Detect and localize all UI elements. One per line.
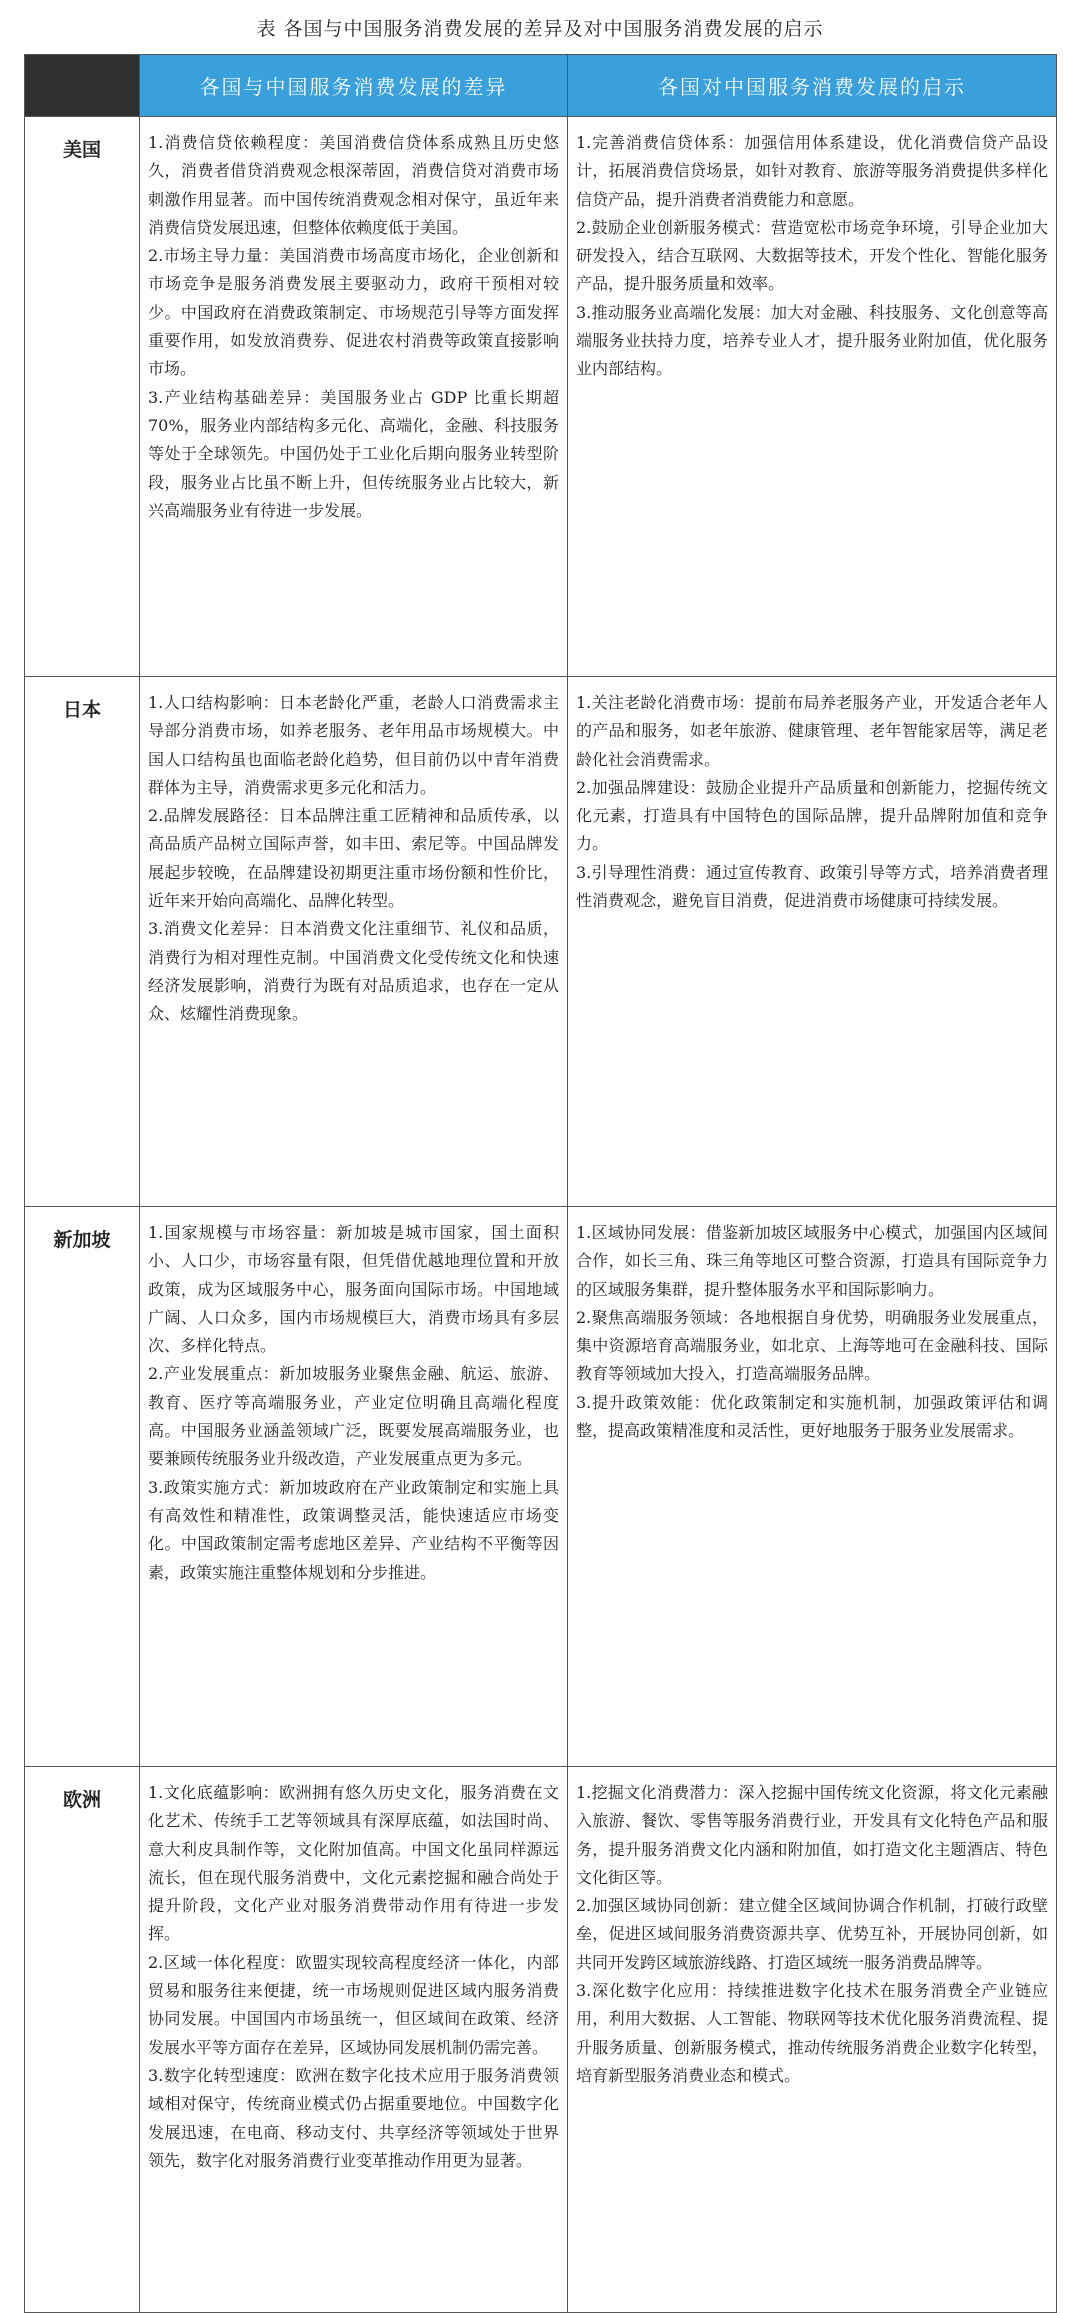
table-title: 表 各国与中国服务消费发展的差异及对中国服务消费发展的启示 (256, 18, 824, 40)
header-differences: 各国与中国服务消费发展的差异 (140, 55, 568, 117)
difference-item: 3.消费文化差异：日本消费文化注重细节、礼仪和品质，消费行为相对理性克制。中国消费文化受传统文化和快速经济发展影响，消费行为既有对品质追求，也存在一定从众、炫耀性消费现象。 (148, 919, 559, 1024)
insights-cell (568, 677, 1057, 1207)
insight-item: 1.完善消费信贷体系：加强信用体系建设，优化消费信贷产品设计，拓展消费信贷场景，如针对教育、旅游等服务消费提供多样化信贷产品，提升消费者消费能力和意愿。 (576, 133, 1048, 209)
insight-item: 3.提升政策效能：优化政策制定和实施机制，加强政策评估和调整，提高政策精准度和灵活性，更好地服务于服务业发展需求。 (576, 1392, 1048, 1441)
insights-cell (568, 1767, 1057, 2313)
table-row (25, 1767, 1057, 2313)
difference-item: 2.区域一体化程度：欧盟实现较高程度经济一体化，内部贸易和服务往来便捷，统一市场规则促进区域内服务消费协同发展。中国国内市场虽统一，但区域间在政策、经济发展水平等方面存在差异，区域协同发展机制仍需完善。 (148, 1952, 559, 2057)
differences-cell (140, 677, 568, 1207)
table-row (25, 117, 1057, 677)
differences-cell (140, 117, 568, 677)
country-cell: 欧洲 (25, 1767, 140, 2313)
insight-item: 3.推动服务业高端化发展：加大对金融、科技服务、文化创意等高端服务业扶持力度，培养专业人才，提升服务业附加值，优化服务业内部结构。 (576, 302, 1048, 379)
difference-item: 1.国家规模与市场容量：新加坡是城市国家，国土面积小、人口少，市场容量有限，但凭借优越地理位置和开放政策，成为区域服务中心，服务面向国际市场。中国地域广阔、人口众多，国内市场规模巨大，消费市场具有多层次、多样化特点。 (148, 1223, 559, 1356)
insights-cell (568, 117, 1057, 677)
insight-item: 3.引导理性消费：通过宣传教育、政策引导等方式，培养消费者理性消费观念，避免盲目消费，促进消费市场健康可持续发展。 (576, 862, 1048, 911)
header-insights: 各国对中国服务消费发展的启示 (568, 55, 1057, 117)
differences-cell (140, 1767, 568, 2313)
header-row (25, 55, 1057, 117)
differences-cell (140, 1207, 568, 1767)
table-row (25, 677, 1057, 1207)
difference-item: 3.产业结构基础差异：美国服务业占 GDP 比重长期超 70%，服务业内部结构多元化、高端化，金融、科技服务等处于全球领先。中国仍处于工业化后期向服务业转型阶段，服务业占比虽不断上升，但传统服务业占比较大，新兴高端服务业有待进一步发展。 (148, 387, 559, 520)
insight-item: 2.聚焦高端服务领域：各地根据自身优势，明确服务业发展重点，集中资源培育高端服务业，如北京、上海等地可在金融科技、国际教育等领域加大投入，打造高端服务品牌。 (576, 1307, 1048, 1384)
comparison-table (24, 54, 1057, 2313)
insight-item: 3.深化数字化应用：持续推进数字化技术在服务消费全产业链应用，利用大数据、人工智能、物联网等技术优化服务消费流程、提升服务质量、创新服务模式，推动传统服务消费企业数字化转型，培育新型服务消费业态和模式。 (576, 1981, 1048, 2085)
insight-item: 2.鼓励企业创新服务模式：营造宽松市场竞争环境，引导企业加大研发投入，结合互联网、大数据等技术，开发个性化、智能化服务产品，提升服务质量和效率。 (576, 217, 1048, 294)
difference-item: 1.文化底蕴影响：欧洲拥有悠久历史文化，服务消费在文化艺术、传统手工艺等领域具有深厚底蕴，如法国时尚、意大利皮具制作等，文化附加值高。中国文化虽同样源远流长，但在现代服务消费中，文化元素挖掘和融合尚处于提升阶段，文化产业对服务消费带动作用有待进一步发挥。 (148, 1783, 559, 1944)
insight-item: 1.关注老龄化消费市场：提前布局养老服务产业，开发适合老年人的产品和服务，如老年旅游、健康管理、老年智能家居等，满足老龄化社会消费需求。 (576, 693, 1048, 769)
country-cell: 新加坡 (25, 1207, 140, 1767)
insight-item: 2.加强品牌建设：鼓励企业提升产品质量和创新能力，挖掘传统文化元素，打造具有中国特色的国际品牌，提升品牌附加值和竞争力。 (576, 777, 1048, 854)
country-cell: 美国 (25, 117, 140, 677)
difference-item: 1.消费信贷依赖程度：美国消费信贷体系成熟且历史悠久，消费者借贷消费观念根深蒂固，消费信贷对消费市场刺激作用显著。而中国传统消费观念相对保守，虽近年来消费信贷发展迅速，但整体依赖度低于美国。 (148, 133, 559, 237)
difference-item: 3.政策实施方式：新加坡政府在产业政策制定和实施上具有高效性和精准性，政策调整灵活，能快速适应市场变化。中国政策制定需考虑地区差异、产业结构不平衡等因素，政策实施注重整体规划和分步推进。 (148, 1477, 559, 1582)
insights-cell (568, 1207, 1057, 1767)
difference-item: 2.产业发展重点：新加坡服务业聚焦金融、航运、旅游、教育、医疗等高端服务业，产业定位明确且高端化程度高。中国服务业涵盖领域广泛，既要发展高端服务业，也要兼顾传统服务业升级改造，产业发展重点更为多元。 (148, 1364, 559, 1469)
difference-item: 2.市场主导力量：美国消费市场高度市场化，企业创新和市场竞争是服务消费发展主要驱动力，政府干预相对较少。中国政府在消费政策制定、市场规范引导等方面发挥重要作用，如发放消费券、促进农村消费等政策直接影响市场。 (148, 246, 559, 379)
country-cell: 日本 (25, 677, 140, 1207)
insight-item: 1.区域协同发展：借鉴新加坡区域服务中心模式，加强国内区域间合作，如长三角、珠三角等地区可整合资源，打造具有国际竞争力的区域服务集群，提升整体服务水平和国际影响力。 (576, 1223, 1048, 1299)
insight-item: 1.挖掘文化消费潜力：深入挖掘中国传统文化资源，将文化元素融入旅游、餐饮、零售等服务消费行业，开发具有文化特色产品和服务，提升服务消费文化内涵和附加值，如打造文化主题酒店、特色文化街区等。 (576, 1783, 1048, 1887)
insight-item: 2.加强区域协同创新：建立健全区域间协调合作机制，打破行政壁垒，促进区域间服务消费资源共享、优势互补，开展协同创新，如共同开发跨区域旅游线路、打造区域统一服务消费品牌等。 (576, 1896, 1048, 1972)
difference-item: 1.人口结构影响：日本老龄化严重，老龄人口消费需求主导部分消费市场，如养老服务、老年用品市场规模大。中国人口结构虽也面临老龄化趋势，但目前仍以中青年消费群体为主导，消费需求更多元化和活力。 (148, 693, 559, 797)
table-row (25, 1207, 1057, 1767)
difference-item: 2.品牌发展路径：日本品牌注重工匠精神和品质传承，以高品质产品树立国际声誉，如丰田、索尼等。中国品牌发展起步较晚，在品牌建设初期更注重市场份额和性价比，近年来开始向高端化、品牌化转型。 (148, 806, 559, 911)
difference-item: 3.数字化转型速度：欧洲在数字化技术应用于服务消费领域相对保守，传统商业模式仍占据重要地位。中国数字化发展迅速，在电商、移动支付、共享经济等领域处于世界领先，数字化对服务消费行业变革推动作用更为显著。 (148, 2065, 559, 2170)
header-corner-cell (25, 55, 140, 117)
